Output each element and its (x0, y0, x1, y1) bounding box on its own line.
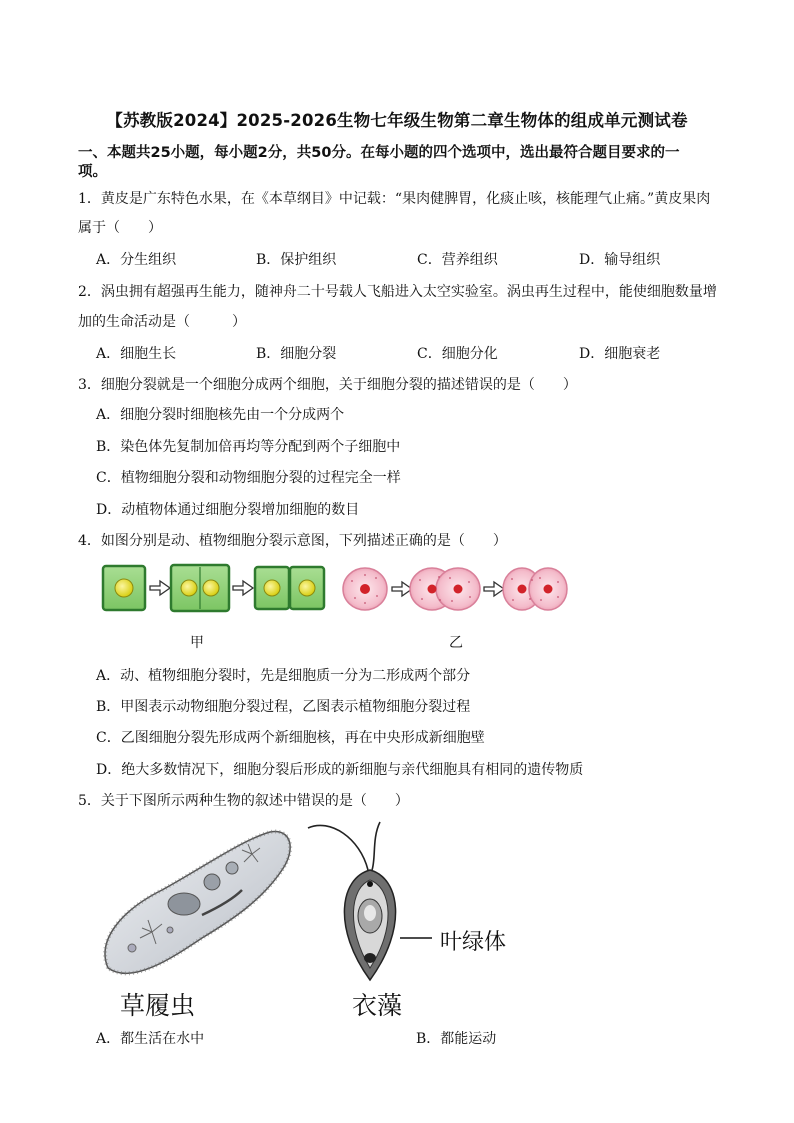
plant-cell-division-figure (100, 562, 330, 614)
q3-option-b: B．染色体先复制加倍再均等分配到两个子细胞中 (96, 439, 401, 455)
q1-option-a: A．分生组织 (96, 252, 177, 268)
q4-option-d: D．绝大多数情况下，细胞分裂后形成的新细胞与亲代细胞具有相同的遗传物质 (96, 762, 584, 778)
q5-option-a: A．都生活在水中 (96, 1031, 205, 1047)
q4-option-c: C．乙图细胞分裂先形成两个新细胞核，再在中央形成新细胞壁 (96, 730, 485, 746)
section-heading-line2: 项。 (78, 164, 107, 180)
question-1-stem-cont: 属于（ ） (78, 220, 162, 236)
figure-label-jia: 甲 (190, 635, 204, 651)
paramecium-illustration (92, 820, 297, 980)
q3-option-d: D．动植物体通过细胞分裂增加细胞的数目 (96, 502, 360, 518)
chlamydomonas-illustration (300, 818, 420, 983)
question-2-stem-cont: 加的生命活动是（ ） (78, 314, 246, 330)
q2-option-d: D．细胞衰老 (579, 346, 661, 362)
q1-option-d: D．输导组织 (579, 252, 661, 268)
paramecium-label: 草履虫 (120, 991, 196, 1020)
q5-option-b: B．都能运动 (416, 1031, 497, 1047)
chloroplast-label: 叶绿体 (440, 930, 507, 955)
section-heading-line1: 一、本题共25小题，每小题2分，共50分。在每小题的四个选项中，选出最符合题目要求的一 (78, 145, 680, 161)
q1-option-c: C．营养组织 (417, 252, 498, 268)
q4-option-a: A．动、植物细胞分裂时，先是细胞质一分为二形成两个部分 (96, 668, 471, 684)
question-2-stem: 2．涡虫拥有超强再生能力，随神舟二十号载人飞船进入太空实验室。涡虫再生过程中，能使细胞数量增 (78, 284, 717, 300)
document-title: 【苏教版2024】2025-2026生物七年级生物第二章生物体的组成单元测试卷 (106, 111, 688, 130)
q3-option-a: A．细胞分裂时细胞核先由一个分成两个 (96, 407, 345, 423)
q2-option-b: B．细胞分裂 (256, 346, 337, 362)
chlamydomonas-label: 衣藻 (352, 991, 403, 1020)
q2-option-a: A．细胞生长 (96, 346, 177, 362)
figure-label-yi: 乙 (449, 635, 463, 651)
q4-option-b: B．甲图表示动物细胞分裂过程，乙图表示植物细胞分裂过程 (96, 699, 471, 715)
q1-option-b: B．保护组织 (256, 252, 337, 268)
question-4-stem: 4．如图分别是动、植物细胞分裂示意图，下列描述正确的是（ ） (78, 533, 507, 549)
animal-cell-division-figure (340, 564, 570, 614)
question-5-stem: 5．关于下图所示两种生物的叙述中错误的是（ ） (78, 793, 409, 809)
q2-option-c: C．细胞分化 (417, 346, 498, 362)
q3-option-c: C．植物细胞分裂和动物细胞分裂的过程完全一样 (96, 470, 401, 486)
question-1-stem: 1．黄皮是广东特色水果，在《本草纲目》中记载：“果肉健脾胃，化痰止咳，核能理气止痛。”黄皮果肉 (78, 191, 711, 207)
question-3-stem: 3．细胞分裂就是一个细胞分成两个细胞，关于细胞分裂的描述错误的是（ ） (78, 377, 577, 393)
